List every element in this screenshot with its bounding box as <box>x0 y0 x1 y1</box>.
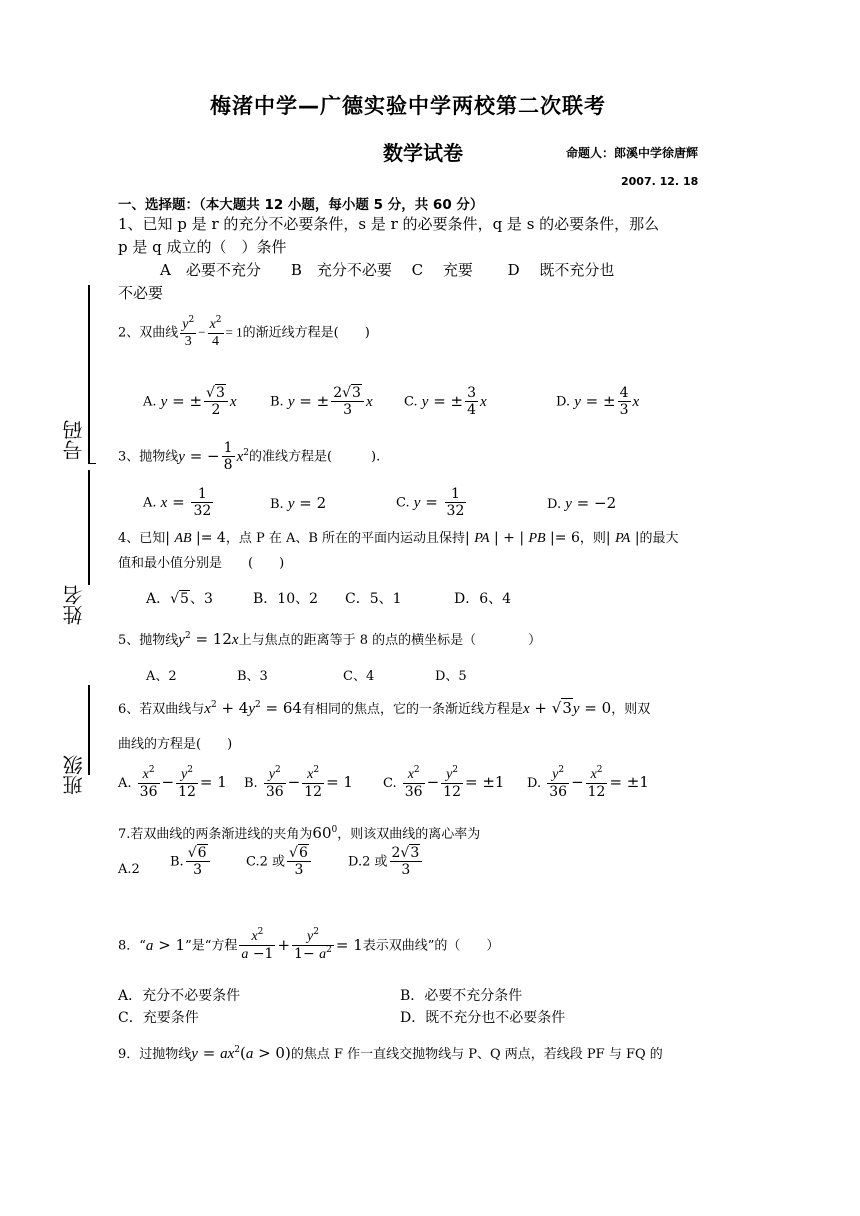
q2-opt-b-label: B. <box>270 394 284 410</box>
label-name: 姓名 <box>62 585 86 625</box>
q4-opt-a-tail: 、3 <box>189 591 213 607</box>
q7-option-d: D.2 或 $\frac{2√3}{3}$ <box>348 845 424 878</box>
q5-option-b: B、3 <box>237 669 268 684</box>
section-heading: 一、选择题：（本大题共 12 小题，每小题 5 分，共 60 分） <box>118 197 484 213</box>
binding-rule-bottom <box>88 685 90 775</box>
q4-p2: ，点 P 在 A、B 所在的平面内运动且保持 <box>225 531 466 546</box>
q2-prefix: 2、双曲线 <box>118 325 179 341</box>
q3-suffix: 的准线方程是( ). <box>248 449 381 465</box>
q1-line4: 不必要 <box>118 284 164 302</box>
q8-p1: 8．“ <box>118 938 146 954</box>
q6-p1: 6、若双曲线与 <box>118 702 205 717</box>
q3-option-b: B. y = 2 <box>270 494 327 512</box>
q4-p3: ，则 <box>579 531 606 546</box>
q2-frac-x: $\frac{x^2}{4}$ <box>209 315 222 350</box>
q4-option-c: C．5、1 <box>345 591 402 607</box>
q3-stem: 3、抛物线y = − $\frac{1}{8}$ $x^2$的准线方程是( ). <box>118 440 381 474</box>
q2-suffix: 的渐近线方程是( ) <box>242 325 370 341</box>
q6-line2: 曲线的方程是( ) <box>118 737 233 752</box>
q6-option-a: A. $\frac{x^2}{36}$ − $\frac{y^2}{12}$ = 1 <box>118 765 227 801</box>
q8-option-b: B．必要不充分条件 <box>400 988 523 1004</box>
q6-option-c: C. $\frac{x^2}{36}$ − $\frac{y^2}{12}$ = ±1 <box>383 765 505 801</box>
q3-opt-b-label: B. <box>270 497 284 512</box>
q7-opt-d-label: D.2 或 <box>348 854 388 870</box>
q7-p1: 7.若双曲线的两条渐进线的夹角为 <box>118 827 313 842</box>
q8-stem: 8．“a > 1”是“方程 $\frac{x^2}{a -1}$ + $\frac{y^2}{1- a^2}$ = 1表示双曲线”的（ ） <box>118 927 500 963</box>
q8-option-d: D．既不充分也不必要条件 <box>400 1010 566 1026</box>
q7-option-b: B. $\frac{√6}{3}$ <box>170 845 212 878</box>
q5-option-c: C、4 <box>343 669 375 684</box>
label-class: 班级 <box>62 755 86 795</box>
q6-opt-b-label: B. <box>244 776 258 792</box>
q3-option-d: D. y = −2 <box>547 494 617 512</box>
q5-stem: 5、抛物线$y^2 = 12x$上与焦点的距离等于 8 的点的横坐标是（ ） <box>118 630 542 648</box>
author-line: 命题人：郎溪中学徐唐辉 <box>566 146 699 160</box>
q5-suffix: 上与焦点的距离等于 8 的点的横坐标是（ ） <box>238 633 542 648</box>
q7-stem: 7.若双曲线的两条渐进线的夹角为$60^0$，则该双曲线的离心率为 <box>118 824 481 842</box>
q6-p3: ，则双 <box>611 702 651 717</box>
q2-opt-d-label: D. <box>556 394 571 410</box>
q2-option-d: D. y = ± $\frac{4}{3}$ x <box>556 385 640 419</box>
q9-p1: 9．过抛物线 <box>118 1047 192 1062</box>
q3-prefix: 3、抛物线 <box>118 449 179 465</box>
q9-stem: 9．过抛物线$y = ax^2(a > 0)$的焦点 F 作一直线交抛物线与 P、Q 两点，若线段 PF 与 FQ 的 <box>118 1044 663 1062</box>
q6-opt-a-label: A. <box>118 776 132 792</box>
q2-option-c: C. y = ± $\frac{3}{4}$ x <box>404 385 487 419</box>
q2-opt-c-label: C. <box>404 394 418 410</box>
q4-opt-a-label: A． <box>146 591 171 607</box>
binding-rule-top <box>88 285 90 463</box>
q2-frac-y: $\frac{y^2}{3}$ <box>182 315 195 350</box>
q2-opt-a-label: A. <box>143 394 157 410</box>
q4-option-b: B．10、2 <box>253 591 319 607</box>
q8-p3: 表示双曲线”的（ ） <box>362 938 500 954</box>
q6-option-d: D. $\frac{y^2}{36}$ − $\frac{x^2}{12}$ = ±1 <box>527 765 649 801</box>
q2-option-b: B. y = ± $\frac{2√3}{3}$ x <box>270 385 373 419</box>
q7-p2: ，则该双曲线的离心率为 <box>337 827 481 842</box>
q7-option-c: C.2 或 $\frac{√6}{3}$ <box>246 845 313 878</box>
q5-option-d: D、5 <box>435 669 467 684</box>
q3-option-a: A. x = $\frac{1}{32}$ <box>143 486 212 520</box>
q3-opt-a-label: A. <box>143 495 157 511</box>
q7-option-a: A.2 <box>118 862 140 877</box>
q1-line1: 1、已知 p 是 r 的充分不必要条件，s 是 r 的必要条件，q 是 s 的必要条件，那么 <box>118 215 660 233</box>
q6-opt-c-label: C. <box>383 776 397 792</box>
q2-option-a: A. y = ± $\frac{√3}{2}$ x <box>143 385 237 419</box>
label-number: 号码 <box>62 420 86 460</box>
q8-option-a: A．充分不必要条件 <box>118 988 241 1004</box>
q4-option-d: D．6、4 <box>454 591 512 607</box>
q7-opt-b-label: B. <box>170 854 184 870</box>
q6-opt-d-label: D. <box>527 776 542 792</box>
q4-line1: 4、已知| AB |= 4，点 P 在 A、B 所在的平面内运动且保持| PA | + | PB |= 6，则| PA |的最大 <box>118 530 679 546</box>
q3-option-c: C. y = $\frac{1}{32}$ <box>396 486 465 520</box>
exam-subtitle: 数学试卷 <box>383 141 463 165</box>
q4-line2: 值和最小值分别是 ( ) <box>118 556 285 571</box>
q4-p1: 4、已知 <box>118 531 166 546</box>
q4-p4: 的最大 <box>639 531 679 546</box>
q3-opt-d-label: D. <box>547 497 562 512</box>
blank-number <box>88 463 96 464</box>
q8-p2: ”是“方程 <box>185 938 238 954</box>
q1-line2: p 是 q 成立的（ ）条件 <box>118 238 287 256</box>
q1-options: A 必要不充分 B 充分不必要 C 充要 D 既不充分也 <box>160 261 615 279</box>
q4-option-a: A．√5、3 <box>146 591 213 607</box>
q5-option-a: A、2 <box>146 669 177 684</box>
q7-opt-c-label: C.2 或 <box>246 854 286 870</box>
q9-p2: 的焦点 F 作一直线交抛物线与 P、Q 两点，若线段 PF 与 FQ 的 <box>290 1047 663 1062</box>
exam-title: 梅渚中学—广德实验中学两校第二次联考 <box>210 94 606 118</box>
q8-option-c: C．充要条件 <box>118 1010 199 1026</box>
q5-prefix: 5、抛物线 <box>118 633 179 648</box>
q6-option-b: B. $\frac{y^2}{36}$ − $\frac{x^2}{12}$ = 1 <box>244 765 353 801</box>
q2-stem: 2、双曲线 $\frac{y^2}{3}$ − $\frac{x^2}{4}$ = 1的渐近线方程是( ) <box>118 315 370 350</box>
q6-p2: 有相同的焦点，它的一条渐近线方程是 <box>301 702 523 717</box>
binding-rule-mid <box>88 470 90 585</box>
q6-line1: 6、若双曲线与$x^2 + 4y^2 = 64$有相同的焦点，它的一条渐近线方程是x + √3y = 0，则双 <box>118 699 651 717</box>
q3-opt-c-label: C. <box>396 495 410 511</box>
exam-date: 2007. 12. 18 <box>621 175 699 188</box>
